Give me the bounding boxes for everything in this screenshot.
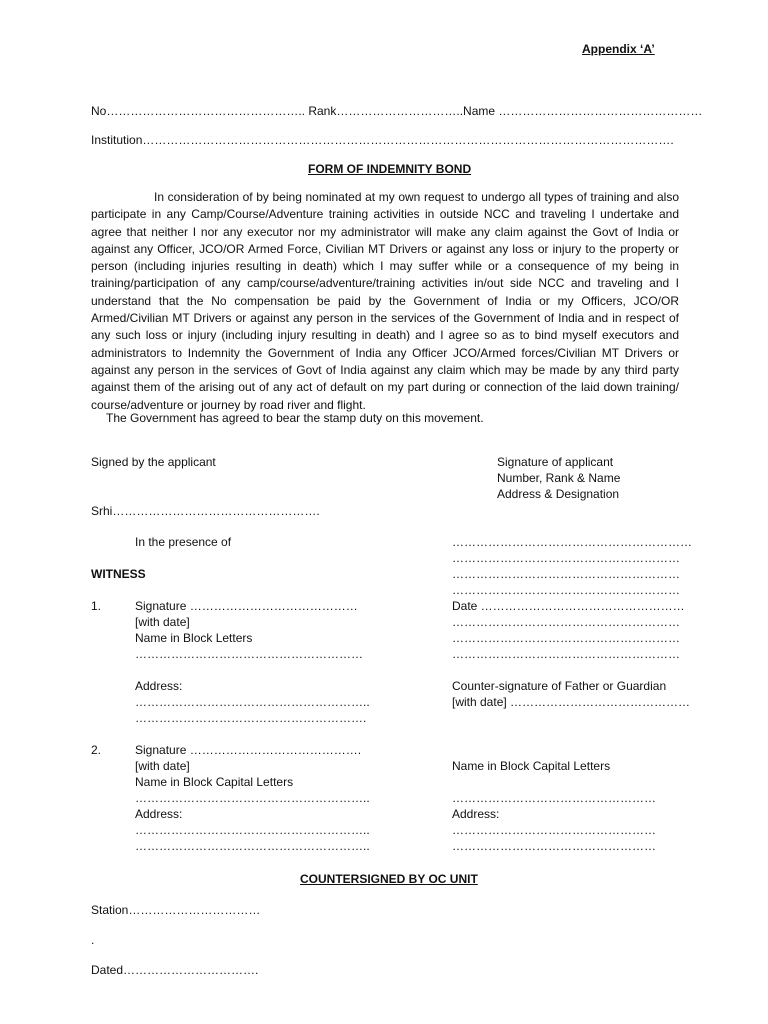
applicant-signature-label: Signature of applicant [497, 455, 614, 469]
witness1-with-date: [with date] [135, 615, 190, 629]
witness1-name-block: Name in Block Letters [135, 631, 253, 645]
in-presence-of: In the presence of [135, 535, 232, 549]
date-line: Date …………………………………………… [452, 599, 685, 613]
right-dots-7: ………………………………………………… [452, 647, 680, 661]
witness2-name-block: Name in Block Capital Letters [135, 775, 294, 789]
guardian-name-dots: …………………………………………… [452, 791, 656, 805]
witness1-address-dots-1: ………………………………………………….. [135, 695, 370, 709]
right-dots-2: ………………………………………………… [452, 551, 680, 565]
applicant-number-rank-name: Number, Rank & Name [497, 471, 621, 485]
no-rank-name-line: No………………………………………….. Rank…………………………..Name …………………………………………… [91, 104, 703, 118]
witness2-address-label: Address: [135, 807, 183, 821]
counter-signature-label: Counter-signature of Father or Guardian [452, 679, 667, 693]
witness2-with-date: [with date] [135, 759, 190, 773]
guardian-address-dots-1: …………………………………………… [452, 823, 656, 837]
form-title: FORM OF INDEMNITY BOND [308, 162, 472, 176]
countersigned-heading: COUNTERSIGNED BY OC UNIT [300, 872, 478, 886]
witness1-address-dots-2: …………………………………………………. [135, 711, 367, 725]
applicant-address-designation: Address & Designation [497, 487, 620, 501]
right-dots-3: ………………………………………………… [452, 567, 680, 581]
dated-line: Dated……………………………. [91, 963, 259, 977]
institution-line: Institution……………………………………………………………………………………………………………………. [91, 133, 674, 147]
guardian-address-label: Address: [452, 807, 500, 821]
guardian-name-block-label: Name in Block Capital Letters [452, 759, 611, 773]
appendix-label: Appendix ‘A’ [582, 42, 655, 56]
counter-signature-date: [with date] ……………………………………… [452, 695, 691, 709]
witness2-name-dots: ………………………………………………….. [135, 791, 370, 805]
witness-label: WITNESS [91, 567, 146, 581]
station-line: Station…………………………… [91, 903, 261, 917]
right-dots-1: …………………………………………………… [452, 535, 692, 549]
witness2-number: 2. [91, 743, 102, 757]
witness2-address-dots-2: ………………………………………………….. [135, 839, 370, 853]
witness2-signature: Signature ……………………………………. [135, 743, 362, 757]
witness2-address-dots-1: ………………………………………………….. [135, 823, 370, 837]
witness1-name-dots: ………………………………………………… [135, 647, 363, 661]
bond-paragraph [91, 189, 679, 414]
bond-paragraph-text: In consideration of by being nominated at my own request to undergo all types of training and also participate in any Camp/Course/Adventure training activities in outside NCC and traveling I undertake and agree that neither I nor any executor nor my administrator will make any claim against the Govt of India or against any Officer, JCO/OR Armed Force, Civilian MT Drivers or against any loss or injury to the property or person (including injuries resulting in death) which I may suffer while or a consequence of my being in training/participation of any camp/course/adventure/training activities in/out side NCC and traveling and I understand that the No compensation be paid by the Government of India or my Officers, JCO/OR Armed/Civilian MT Drivers or against any person in the services of the Government of India and in respect of any such loss or injury (including injury resulting in death) and I agree so as to bind myself executors and administrators to Indemnity the Government of India any Officer JCO/Armed forces/Civilian MT Drivers or against any person in the services of Govt of India against any claim which may be made by any third party against them of the arising out of any act of default on my part during or connection of the laid down training/ course/adventure or journey by road river and flight. [91, 190, 679, 412]
stray-dot: . [91, 933, 95, 947]
witness1-address-label: Address: [135, 679, 183, 693]
right-dots-6: ………………………………………………… [452, 631, 680, 645]
signed-by-applicant: Signed by the applicant [91, 455, 216, 469]
right-dots-5: ………………………………………………… [452, 615, 680, 629]
srhi-line: Srhi……………………………………………. [91, 504, 320, 518]
stamp-duty-line: The Government has agreed to bear the stamp duty on this movement. [106, 411, 484, 425]
witness1-number: 1. [91, 599, 102, 613]
guardian-address-dots-2: …………………………………………… [452, 839, 656, 853]
witness1-signature: Signature …………………………………… [135, 599, 358, 613]
right-dots-4: ………………………………………………… [452, 583, 680, 597]
